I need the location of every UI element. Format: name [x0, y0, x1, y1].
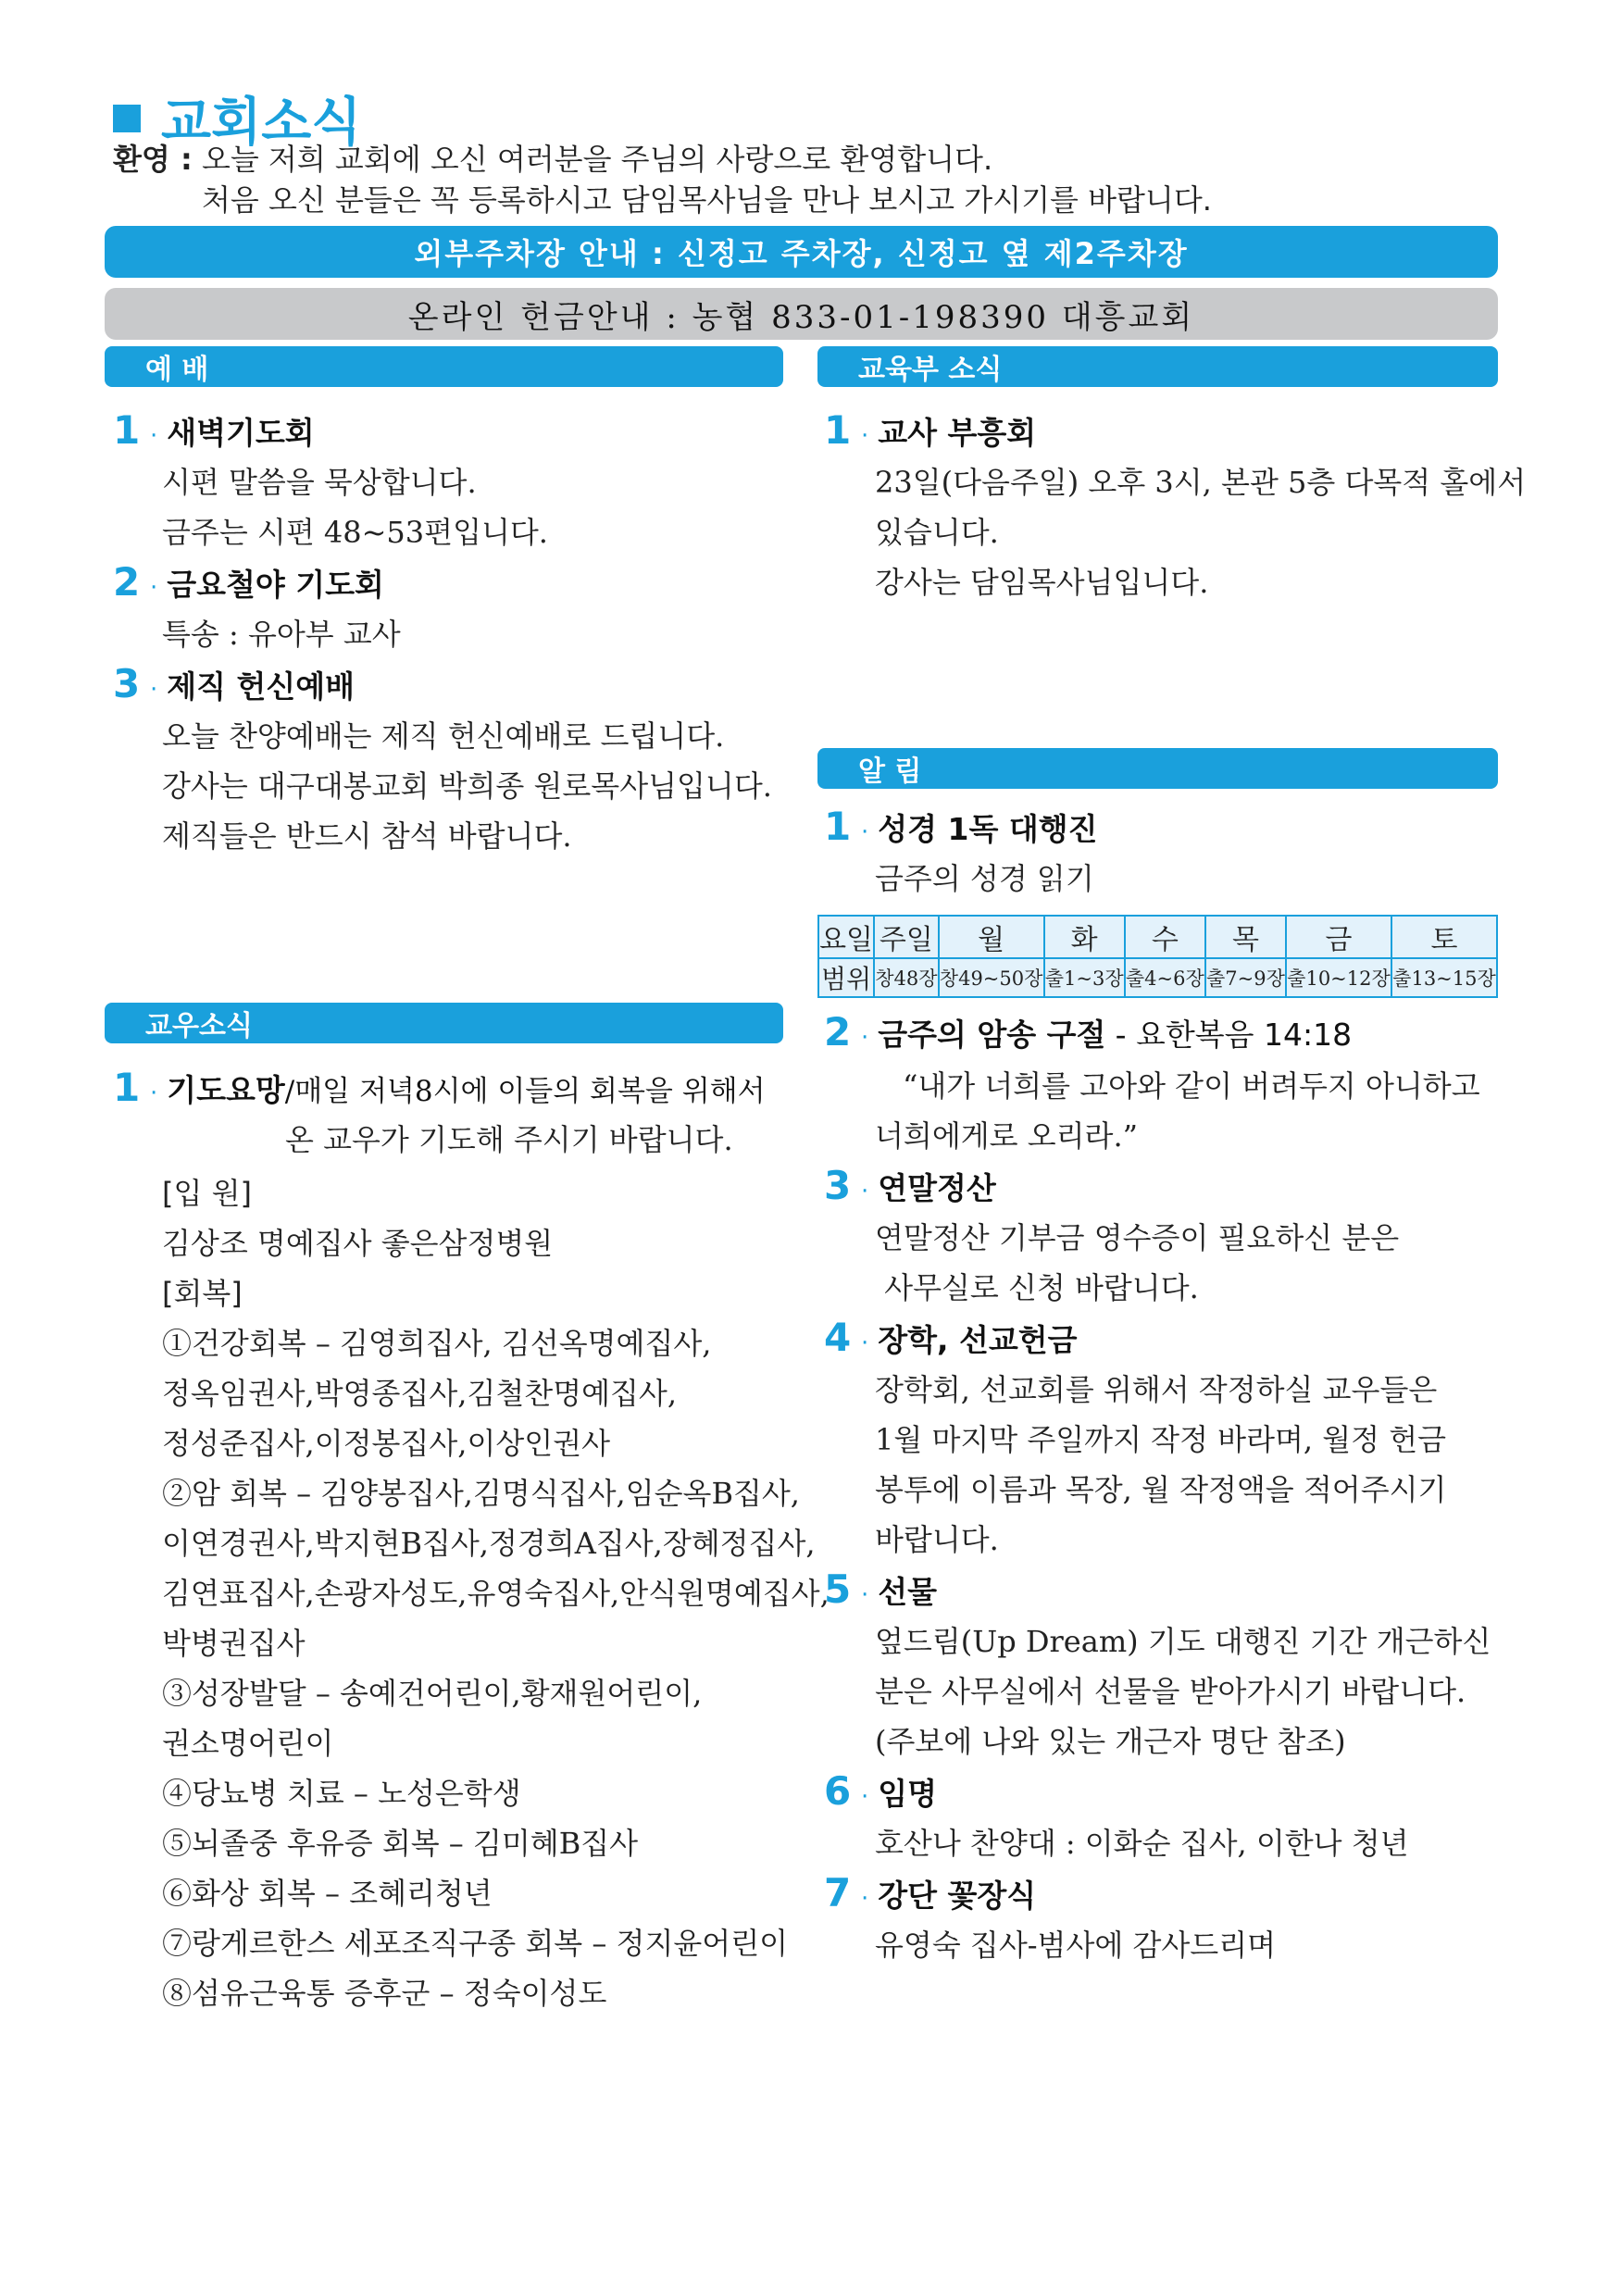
notice-item-4-line-1: 장학회, 선교회를 위해서 작정하실 교우들은	[875, 1372, 1438, 1407]
schedule-range-row	[818, 958, 1497, 997]
members-line: [입 원]	[162, 1176, 252, 1211]
members-line: ⑤뇌졸중 후유증 회복 – 김미혜B집사	[162, 1826, 639, 1861]
notice-item-3-line-2: 사무실로 신청 바랍니다.	[875, 1270, 1199, 1305]
item-number: 2	[824, 1009, 852, 1054]
notice-item-4	[824, 1315, 1078, 1360]
item-number: 6	[824, 1768, 852, 1814]
notice-item-5-line-3: (주보에 나와 있는 개근자 명단 참조)	[875, 1724, 1346, 1759]
members-line: 정성준집사,이정봉집사,이상인권사	[162, 1426, 611, 1461]
members-line: ⑧섬유근육통 증후군 – 정숙이성도	[162, 1976, 607, 2011]
range-cell: 출10~12장	[1286, 958, 1391, 997]
education-line-2: 있습니다.	[875, 515, 999, 550]
notice-item-6	[824, 1768, 937, 1814]
day-cell: 금	[1286, 916, 1391, 958]
worship-item-3-line-1: 오늘 찬양예배는 제직 헌신예배로 드립니다.	[162, 718, 725, 754]
notice-item-2-line-1: “내가 너희를 고아와 같이 버려두지 아니하고	[903, 1068, 1480, 1104]
middle-dot-icon: ·	[861, 1329, 869, 1357]
middle-dot-icon: ·	[150, 676, 158, 704]
notice-item-1	[824, 804, 1097, 849]
members-line: ⑦랑게르한스 세포조직구종 회복 – 정지윤어린이	[162, 1926, 789, 1961]
item-number: 4	[824, 1315, 852, 1360]
members-line: 정옥임권사,박영종집사,김철찬명예집사,	[162, 1376, 678, 1411]
middle-dot-icon: ·	[150, 422, 158, 450]
worship-section-header: 예 배	[105, 346, 783, 387]
notice-item-5-line-1: 엎드림(Up Dream) 기도 대행진 기간 개근하신	[875, 1624, 1491, 1659]
day-cell: 목	[1205, 916, 1286, 958]
item-title: 성경 1독 대행진	[878, 811, 1098, 847]
worship-item-1	[113, 407, 315, 453]
item-title: 임명	[878, 1776, 938, 1812]
education-item-1	[824, 407, 1036, 453]
item-number: 1	[824, 407, 852, 453]
item-title: 기도요망	[167, 1072, 285, 1108]
members-item-1	[113, 1065, 766, 1110]
members-item-1-line-2: 온 교우가 기도해 주시기 바랍니다.	[285, 1122, 733, 1157]
worship-item-3-line-3: 제직들은 반드시 참석 바랍니다.	[162, 818, 572, 854]
item-title: 제직 헌신예배	[167, 668, 356, 705]
item-title: 선물	[878, 1574, 938, 1610]
worship-item-2	[113, 559, 384, 605]
page-title-text: 교회소식	[161, 93, 362, 153]
range-label-cell: 범위	[818, 958, 874, 997]
days-label-cell: 요일	[818, 916, 874, 958]
members-line: ②암 회복 – 김양봉집사,김명식집사,임순옥B집사,	[162, 1476, 800, 1511]
online-offering-bar: 온라인 헌금안내 : 농협 833-01-198390 대흥교회	[105, 288, 1498, 340]
item-number: 1	[113, 1065, 141, 1110]
item-title: 금요철야 기도회	[167, 567, 384, 603]
range-cell: 출1~3장	[1044, 958, 1125, 997]
welcome-label: 환영 :	[113, 142, 193, 177]
middle-dot-icon: ·	[861, 1178, 869, 1205]
members-line: ③성장발달 – 송예건어린이,황재원어린이,	[162, 1676, 703, 1711]
range-cell: 출13~15장	[1391, 958, 1497, 997]
middle-dot-icon: ·	[861, 1024, 869, 1052]
item-number: 3	[824, 1163, 852, 1208]
item-title: 연말정산	[878, 1170, 996, 1206]
middle-dot-icon: ·	[861, 1783, 869, 1811]
day-cell: 토	[1391, 916, 1497, 958]
item-number: 2	[113, 559, 141, 605]
welcome-line-1: 오늘 저희 교회에 오신 여러분을 주님의 사랑으로 환영합니다.	[201, 142, 993, 177]
welcome-message	[113, 139, 1212, 220]
verse-reference: - 요한복음 14:18	[1115, 1017, 1353, 1053]
members-line: ⑥화상 회복 – 조혜리청년	[162, 1876, 493, 1911]
notices-section-header: 알 림	[817, 748, 1498, 789]
item-number: 5	[824, 1566, 852, 1612]
notice-item-6-line-1: 호산나 찬양대 : 이화순 집사, 이한나 청년	[875, 1826, 1409, 1861]
worship-item-3	[113, 661, 355, 706]
item-title: 교사 부흥회	[878, 415, 1037, 451]
range-cell: 출4~6장	[1125, 958, 1205, 997]
item-number: 7	[824, 1870, 852, 1915]
notice-item-4-line-2: 1월 마지막 주일까지 작정 바라며, 월정 헌금	[875, 1422, 1447, 1457]
worship-item-1-line-2: 금주는 시편 48~53편입니다.	[162, 515, 548, 550]
range-cell: 창48장	[874, 958, 939, 997]
worship-item-2-line-1: 특송 : 유아부 교사	[162, 617, 401, 652]
square-bullet-icon	[113, 105, 141, 132]
middle-dot-icon: ·	[150, 1079, 158, 1107]
middle-dot-icon: ·	[861, 422, 869, 450]
members-line: 권소명어린이	[162, 1726, 334, 1761]
notice-item-3	[824, 1163, 996, 1208]
notice-item-2	[824, 1009, 1352, 1054]
item-title: 새벽기도회	[167, 415, 315, 451]
notice-item-7-line-1: 유영숙 집사-범사에 감사드리며	[875, 1928, 1277, 1963]
notice-item-7	[824, 1870, 1036, 1915]
members-line: 김상조 명예집사 좋은삼정병원	[162, 1226, 554, 1261]
notice-item-2-line-2: 너희에게로 오리라.”	[875, 1118, 1138, 1154]
item-number: 1	[113, 407, 141, 453]
notice-item-3-line-1: 연말정산 기부금 영수증이 필요하신 분은	[875, 1220, 1400, 1255]
notice-item-5	[824, 1566, 937, 1612]
notice-item-4-line-4: 바랍니다.	[875, 1522, 999, 1557]
middle-dot-icon: ·	[150, 574, 158, 602]
item-title: 장학, 선교헌금	[878, 1322, 1078, 1358]
education-line-3: 강사는 담임목사님입니다.	[875, 565, 1209, 600]
day-cell: 수	[1125, 916, 1205, 958]
item-title: 강단 꽃장식	[878, 1878, 1037, 1914]
education-line-1: 23일(다음주일) 오후 3시, 본관 5층 다목적 홀에서	[875, 465, 1527, 500]
members-line: 김연표집사,손광자성도,유영숙집사,안식원명예집사,	[162, 1576, 830, 1611]
notice-item-1-line: 금주의 성경 읽기	[875, 861, 1094, 896]
day-cell: 월	[939, 916, 1044, 958]
education-section-header: 교육부 소식	[817, 346, 1498, 387]
middle-dot-icon: ·	[861, 1581, 869, 1609]
members-line: ④당뇨병 치료 – 노성은학생	[162, 1776, 521, 1811]
members-section-header: 교우소식	[105, 1003, 783, 1043]
members-line: 박병권집사	[162, 1626, 306, 1661]
item-number: 3	[113, 661, 141, 706]
worship-item-3-line-2: 강사는 대구대봉교회 박희종 원로목사님입니다.	[162, 768, 772, 804]
item-title-rest: /매일 저녁8시에 이들의 회복을 위해서	[284, 1075, 766, 1108]
middle-dot-icon: ·	[861, 818, 869, 846]
members-line: 이연경권사,박지현B집사,정경희A집사,장혜정집사,	[162, 1526, 816, 1561]
worship-item-1-line-1: 시편 말씀을 묵상합니다.	[162, 465, 477, 500]
bible-reading-schedule	[817, 915, 1498, 998]
range-cell: 창49~50장	[939, 958, 1044, 997]
members-line: [회복]	[162, 1276, 243, 1311]
day-cell: 화	[1044, 916, 1125, 958]
middle-dot-icon: ·	[861, 1885, 869, 1913]
item-title: 금주의 암송 구절	[878, 1017, 1106, 1053]
day-cell: 주일	[874, 916, 939, 958]
members-line: ①건강회복 – 김영희집사, 김선옥명예집사,	[162, 1326, 712, 1361]
welcome-line-2: 처음 오신 분들은 꼭 등록하시고 담임목사님을 만나 보시고 가시기를 바랍니다.	[202, 182, 1212, 218]
item-number: 1	[824, 804, 852, 849]
parking-notice-bar: 외부주차장 안내 : 신정고 주차장, 신정고 옆 제2주차장	[105, 226, 1498, 278]
notice-item-5-line-2: 분은 사무실에서 선물을 받아가시기 바랍니다.	[875, 1674, 1466, 1709]
schedule-days-row	[818, 916, 1497, 958]
notice-item-4-line-3: 봉투에 이름과 목장, 월 작정액을 적어주시기	[875, 1472, 1447, 1507]
range-cell: 출7~9장	[1205, 958, 1286, 997]
